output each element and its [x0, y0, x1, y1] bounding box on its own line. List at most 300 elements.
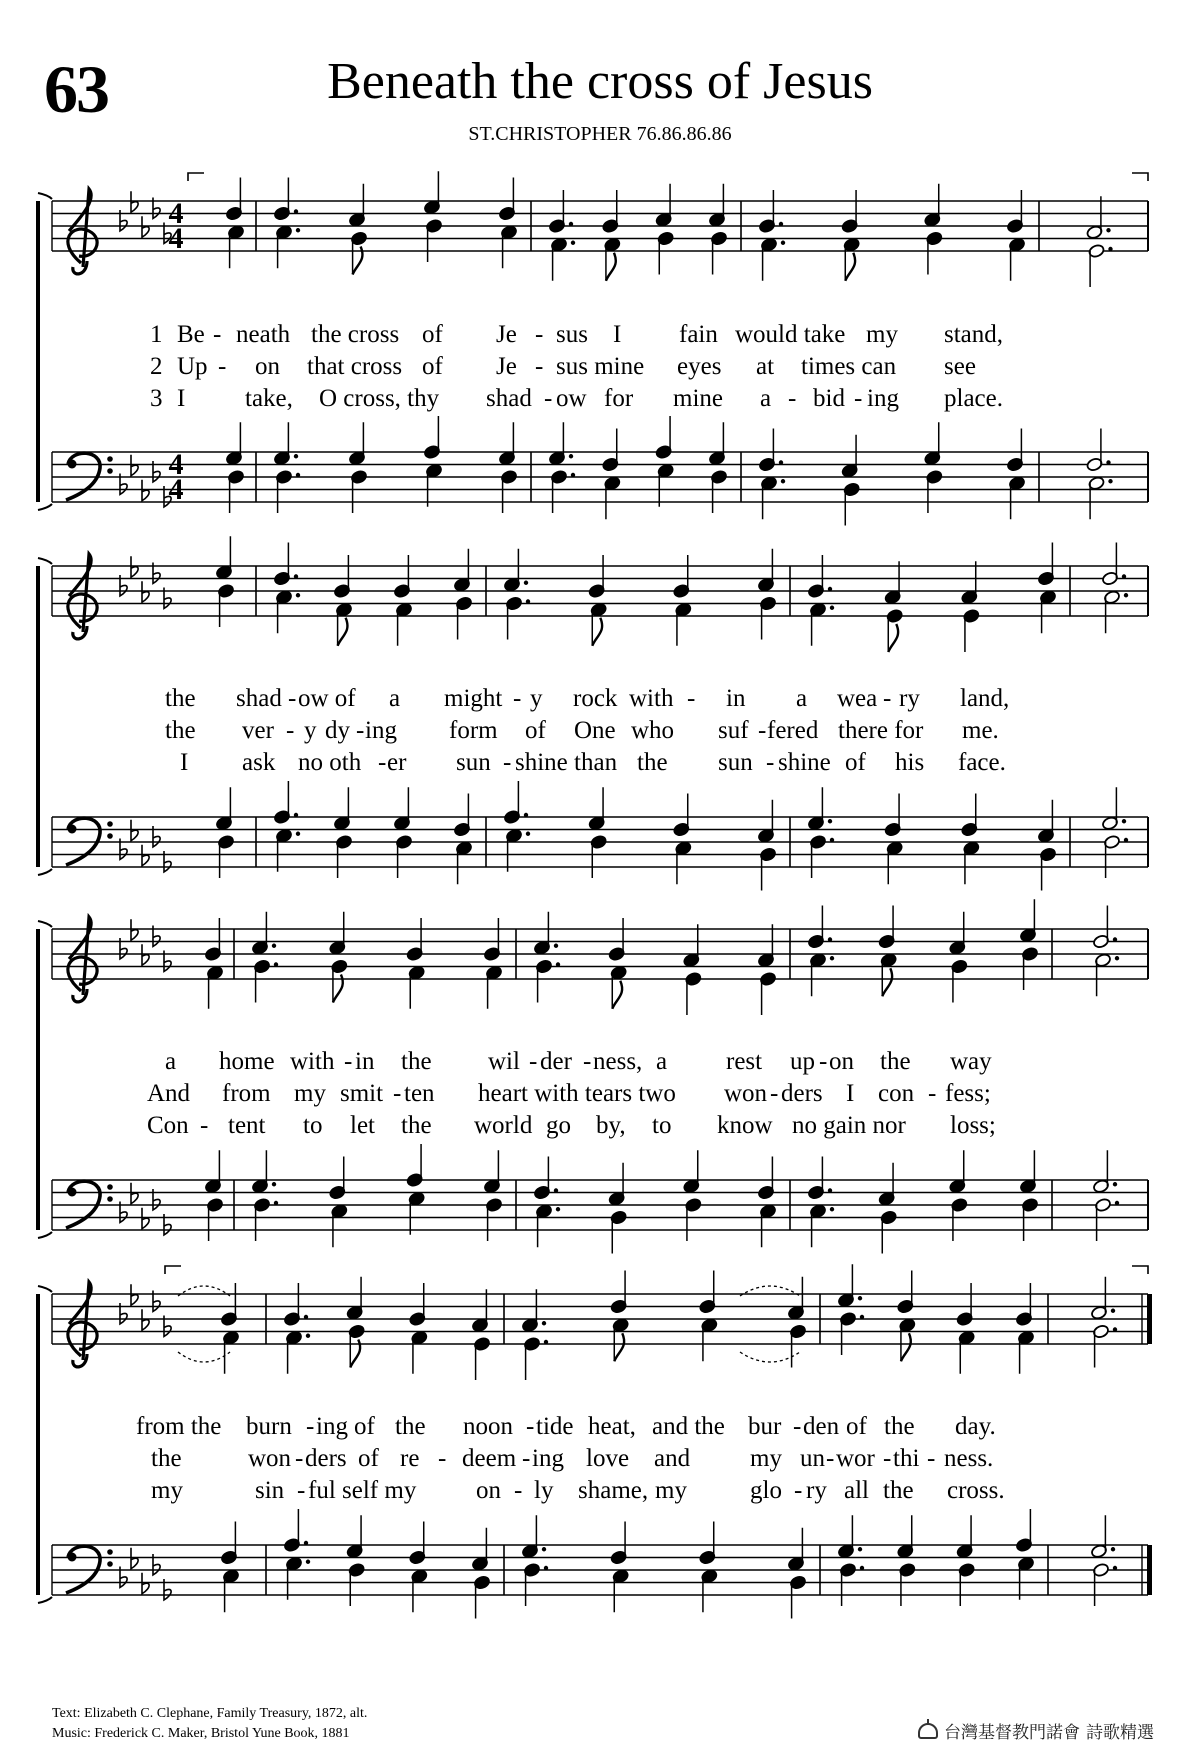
lyric-syllable: might: [444, 685, 503, 712]
lyric-syllable: fain: [679, 321, 718, 348]
lyric-syllable: with: [629, 685, 674, 712]
lyric-syllable: the: [637, 749, 668, 776]
lyric-syllable: ask: [242, 749, 276, 776]
augmentation-dot: [304, 1541, 308, 1545]
treble-clef-icon: [68, 554, 97, 639]
lyric-syllable: I: [846, 1080, 855, 1107]
lyric-syllable: the: [884, 1413, 915, 1440]
lyric-syllable: wor: [836, 1445, 875, 1472]
lyric-syllable: ness,: [593, 1048, 643, 1075]
lyric-syllable: One: [574, 717, 616, 744]
phrase-bracket: [1132, 173, 1148, 181]
lyric-syllable: -: [295, 1445, 304, 1472]
lyric-syllable: a: [760, 385, 772, 412]
augmentation-dot: [828, 937, 832, 941]
lyric-syllable: eyes: [677, 353, 722, 380]
lyric-syllable: won: [724, 1080, 768, 1107]
lyric-syllable: -: [883, 1445, 892, 1472]
lyric-syllable: on: [476, 1477, 501, 1504]
treble-clef-icon: [68, 189, 97, 274]
lyric-syllable: I: [177, 385, 186, 412]
treble-clef-icon: [68, 917, 97, 1002]
augmentation-dot: [1113, 937, 1117, 941]
lyric-syllable: -: [883, 685, 892, 712]
lyric-syllable: Con: [147, 1112, 189, 1139]
lyric-syllable: -: [356, 717, 365, 744]
lyric-syllable: wil: [488, 1048, 520, 1075]
lyric-syllable: -: [438, 1445, 447, 1472]
time-signature-bottom: 4: [168, 473, 184, 506]
augmentation-dot: [556, 962, 560, 966]
bass-clef-dot: [107, 468, 113, 474]
augmentation-dot: [860, 1566, 864, 1570]
final-barline-thick: [1147, 1545, 1152, 1595]
lyric-syllable: home: [219, 1048, 275, 1075]
lyric-syllable: the: [883, 1477, 914, 1504]
lyric-syllable: no oth: [298, 749, 362, 776]
augmentation-dot: [1124, 593, 1128, 597]
lyric-syllable: I: [180, 749, 189, 776]
flat-icon: [131, 820, 138, 841]
augmentation-dot: [524, 581, 528, 585]
lyric-syllable: -: [344, 1048, 353, 1075]
augmentation-dot: [306, 1560, 310, 1564]
augmentation-dot: [571, 473, 575, 477]
lyric-syllable: a: [165, 1048, 177, 1075]
lyric-syllable: -: [513, 685, 522, 712]
bass-clef-dot: [107, 1549, 113, 1555]
lyric-syllable: up: [790, 1048, 815, 1075]
augmentation-dot: [1122, 574, 1126, 578]
brace-cap: [38, 1232, 52, 1238]
lyric-syllable: bid: [813, 385, 845, 412]
flat-icon: [131, 1548, 138, 1569]
lyric-syllable: -: [535, 321, 544, 348]
lyric-syllable: -: [297, 1477, 306, 1504]
publisher-name: 台灣基督教門諾會: [944, 1723, 1080, 1743]
augmentation-dot: [296, 593, 300, 597]
augmentation-dot: [828, 819, 832, 823]
lyric-syllable: Je: [496, 321, 517, 348]
publisher-mark: [918, 1718, 1154, 1743]
augmentation-dot: [542, 1321, 546, 1325]
lyric-syllable: O cross, thy: [319, 385, 440, 412]
lyric-syllable: ing: [365, 717, 397, 744]
note-flag: [882, 968, 892, 996]
lyric-syllable: -: [200, 1112, 209, 1139]
lyric-syllable: -: [378, 749, 387, 776]
lyric-syllable: face.: [958, 749, 1006, 776]
lyric-syllable: the: [165, 717, 196, 744]
lyric-syllable: of: [358, 1445, 379, 1472]
time-signature-top: 4: [168, 448, 184, 481]
note-flag: [606, 253, 616, 281]
lyric-syllable: -: [218, 353, 227, 380]
flat-icon: [142, 1309, 149, 1330]
collection-name: 詩歌精選: [1086, 1723, 1154, 1743]
brace-cap: [38, 869, 52, 875]
lyric-syllable: smit: [340, 1080, 384, 1107]
flat-icon: [131, 1284, 138, 1305]
brace-cap: [38, 193, 52, 199]
lyric-syllable: won: [248, 1445, 292, 1472]
lyric-syllable: that cross: [307, 353, 403, 380]
lyric-syllable: -: [766, 749, 775, 776]
lyric-syllable: shad: [486, 385, 532, 412]
lyric-syllable: my: [294, 1080, 326, 1107]
lyric-syllable: a: [389, 685, 401, 712]
lyric-syllable: ly: [534, 1477, 554, 1504]
flat-icon: [142, 581, 149, 602]
lyric-syllable: -: [826, 1445, 835, 1472]
lyric-syllable: -: [213, 321, 222, 348]
augmentation-dot: [1106, 460, 1110, 464]
lyric-syllable: -: [529, 1048, 538, 1075]
lyric-syllable: who: [631, 717, 675, 744]
augmentation-dot: [830, 838, 834, 842]
bass-clef-dot: [107, 456, 113, 462]
note-flag: [592, 618, 602, 646]
lyric-syllable: of: [422, 321, 443, 348]
lyric-syllable: ful self my: [308, 1477, 417, 1504]
lyric-syllable: Be: [177, 321, 205, 348]
lyric-syllable: times can: [801, 353, 897, 380]
lyric-syllable: on: [829, 1048, 854, 1075]
flat-icon: [142, 944, 149, 965]
lyric-syllable: rest: [726, 1048, 763, 1075]
brace-cap: [38, 558, 52, 564]
lyric-syllable: with: [290, 1048, 335, 1075]
augmentation-dot: [304, 1315, 308, 1319]
bass-clef-dot: [68, 460, 77, 469]
lyric-syllable: -: [927, 1445, 936, 1472]
lyric-syllable: of: [846, 1413, 867, 1440]
lyric-syllable: burn: [246, 1413, 292, 1440]
lyric-syllable: to: [652, 1112, 672, 1139]
augmentation-dot: [524, 813, 528, 817]
lyric-syllable: from the: [136, 1413, 222, 1440]
lyric-syllable: -: [522, 1445, 531, 1472]
augmentation-dot: [779, 222, 783, 226]
bass-clef-dot: [107, 821, 113, 827]
lyric-syllable: -: [793, 1413, 802, 1440]
flat-icon: [131, 191, 138, 212]
augmentation-dot: [1108, 247, 1112, 251]
augmentation-dot: [526, 599, 530, 603]
augmentation-dot: [294, 813, 298, 817]
lyric-syllable: den: [803, 1413, 840, 1440]
lyric-syllable: ry: [899, 685, 920, 712]
lyric-syllable: fess;: [945, 1080, 991, 1107]
lyric-syllable: by,: [596, 1112, 626, 1139]
lyric-syllable: day.: [955, 1413, 996, 1440]
lyric-syllable: -: [794, 1477, 803, 1504]
lyric-syllable: -: [583, 1048, 592, 1075]
lyric-syllable: ry: [806, 1477, 827, 1504]
slur-tie: [178, 1352, 230, 1362]
lyric-syllable: and the: [652, 1413, 725, 1440]
note-flag: [845, 253, 855, 281]
bass-clef-dot: [68, 1188, 77, 1197]
flat-icon: [131, 455, 138, 476]
augmentation-dot: [274, 962, 278, 966]
lyric-syllable: er: [387, 749, 407, 776]
lyric-syllable: for: [604, 385, 634, 412]
tune-name: ST.CHRISTOPHER 76.86.86.86: [468, 123, 732, 145]
augmentation-dot: [554, 1188, 558, 1192]
bass-clef-dot: [107, 1196, 113, 1202]
lyric-syllable: a: [656, 1048, 668, 1075]
lyric-syllable: sus: [556, 321, 588, 348]
augmentation-dot: [1106, 228, 1110, 232]
lyric-syllable: my: [655, 1477, 687, 1504]
lyric-syllable: thi: [893, 1445, 920, 1472]
augmentation-dot: [1113, 1566, 1117, 1570]
lyric-syllable: tent: [228, 1112, 266, 1139]
augmentation-dot: [294, 209, 298, 213]
augmentation-dot: [571, 241, 575, 245]
lyric-syllable: -: [526, 1413, 535, 1440]
lyric-syllable: Up: [177, 353, 208, 380]
augmentation-dot: [544, 1340, 548, 1344]
lyric-syllable: shine: [778, 749, 831, 776]
lyric-syllable: in: [355, 1048, 375, 1075]
augmentation-dot: [781, 241, 785, 245]
lyric-syllable: my: [866, 321, 898, 348]
lyric-syllable: deem: [462, 1445, 517, 1472]
lyric-syllable: der: [540, 1048, 572, 1075]
flat-icon: [131, 556, 138, 577]
lyric-syllable: the: [401, 1048, 432, 1075]
augmentation-dot: [569, 454, 573, 458]
augmentation-dot: [828, 587, 832, 591]
augmentation-dot: [526, 832, 530, 836]
lyric-syllable: sun: [456, 749, 491, 776]
lyric-syllable: of: [422, 353, 443, 380]
lyric-syllable: ing: [316, 1413, 348, 1440]
lyric-syllable: -: [770, 1080, 779, 1107]
augmentation-dot: [830, 606, 834, 610]
lyric-syllable: y: [530, 685, 543, 712]
augmentation-dot: [1122, 819, 1126, 823]
lyric-syllable: my: [750, 1445, 782, 1472]
augmentation-dot: [1111, 1547, 1115, 1551]
lyric-syllable: and: [654, 1445, 691, 1472]
lyric-syllable: the: [151, 1445, 182, 1472]
lyric-syllable: glo: [750, 1477, 782, 1504]
lyric-syllable: see: [944, 353, 976, 380]
lyric-syllable: the: [401, 1112, 432, 1139]
lyric-syllable: loss;: [950, 1112, 996, 1139]
note-flag: [338, 618, 348, 646]
lyric-syllable: -: [535, 353, 544, 380]
time-signature-bottom: 4: [168, 222, 184, 255]
augmentation-dot: [781, 479, 785, 483]
brace-cap: [38, 1286, 52, 1292]
lyric-syllable: no gain nor: [792, 1112, 906, 1139]
lyric-syllable: -: [286, 717, 295, 744]
lyric-syllable: shad: [236, 685, 282, 712]
lyric-syllable: ders: [305, 1445, 347, 1472]
text-credit: Text: Elizabeth C. Clephane, Family Treasury, 1872, alt.: [52, 1706, 368, 1721]
augmentation-dot: [569, 222, 573, 226]
lyric-syllable: -: [306, 1413, 315, 1440]
lyric-syllable: ing: [532, 1445, 564, 1472]
augmentation-dot: [858, 1296, 862, 1300]
lyric-syllable: the: [395, 1413, 426, 1440]
flat-icon: [131, 919, 138, 940]
bass-clef-dot: [107, 1184, 113, 1190]
augmentation-dot: [858, 1547, 862, 1551]
flat-icon: [142, 480, 149, 501]
augmentation-dot: [272, 1182, 276, 1186]
augmentation-dot: [860, 1315, 864, 1319]
lyric-syllable: world: [474, 1112, 533, 1139]
lyric-syllable: place.: [944, 385, 1003, 412]
lyric-syllable: me.: [962, 717, 999, 744]
lyric-syllable: ver: [242, 717, 274, 744]
treble-clef-icon: [68, 1282, 97, 1367]
lyric-syllable: of: [845, 749, 866, 776]
lyric-syllable: in: [726, 685, 746, 712]
lyric-syllable: ow: [556, 385, 587, 412]
flat-icon: [131, 1183, 138, 1204]
augmentation-dot: [294, 454, 298, 458]
lyric-syllable: tide: [536, 1413, 574, 1440]
lyric-syllable: -: [503, 749, 512, 776]
lyric-syllable: 3: [150, 385, 163, 412]
lyric-syllable: -: [288, 685, 297, 712]
lyric-syllable: his: [895, 749, 925, 776]
lyric-syllable: suf: [718, 717, 749, 744]
flat-icon: [142, 1573, 149, 1594]
lyric-syllable: would take: [735, 321, 846, 348]
lyric-syllable: -: [854, 385, 863, 412]
lyric-syllable: con: [878, 1080, 915, 1107]
bass-clef-dot: [107, 1561, 113, 1567]
lyric-syllable: -: [544, 385, 553, 412]
flat-icon: [142, 845, 149, 866]
lyric-syllable: wea: [837, 685, 878, 712]
lyric-syllable: Je: [496, 353, 517, 380]
lyric-syllable: ow of: [298, 685, 356, 712]
brace-cap: [38, 504, 52, 510]
lyric-syllable: stand,: [944, 321, 1004, 348]
lyric-syllable: a: [796, 685, 808, 712]
lyric-syllable: I: [613, 321, 622, 348]
lyric-syllable: from: [222, 1080, 271, 1107]
lyric-syllable: -: [758, 717, 767, 744]
lyric-syllable: there for: [838, 717, 924, 744]
phrase-bracket: [188, 173, 204, 181]
bass-clef-dot: [68, 825, 77, 834]
lyric-syllable: shame,: [578, 1477, 649, 1504]
lyric-syllable: -: [514, 1477, 523, 1504]
lyric-syllable: heat,: [588, 1413, 636, 1440]
note-flag: [888, 624, 898, 652]
augmentation-dot: [1124, 838, 1128, 842]
lyric-syllable: -: [819, 1048, 828, 1075]
lyric-syllable: on: [255, 353, 280, 380]
augmentation-dot: [274, 1201, 278, 1205]
mennonite-logo-icon: [918, 1723, 938, 1739]
augmentation-dot: [554, 944, 558, 948]
augmentation-dot: [296, 473, 300, 477]
lyric-syllable: dy: [325, 717, 350, 744]
lyric-syllable: ten: [404, 1080, 435, 1107]
lyric-syllable: of: [354, 1413, 375, 1440]
augmentation-dot: [828, 1188, 832, 1192]
augmentation-dot: [830, 956, 834, 960]
lyric-syllable: noon: [463, 1413, 513, 1440]
lyric-syllable: take,: [245, 385, 293, 412]
augmentation-dot: [1115, 1201, 1119, 1205]
lyric-syllable: ness.: [944, 1445, 994, 1472]
lyric-syllable: un: [800, 1445, 825, 1472]
augmentation-dot: [1108, 479, 1112, 483]
note-flag: [614, 1333, 624, 1361]
phrase-bracket: [165, 1266, 181, 1274]
lyric-syllable: -: [393, 1080, 402, 1107]
time-signature-top: 4: [168, 197, 184, 230]
augmentation-dot: [542, 1547, 546, 1551]
bass-clef-dot: [107, 833, 113, 839]
lyric-syllable: -: [788, 385, 797, 412]
lyric-syllable: of: [525, 717, 546, 744]
lyric-syllable: to: [303, 1112, 323, 1139]
lyric-syllable: y: [304, 717, 317, 744]
phrase-bracket: [1132, 1266, 1148, 1274]
lyric-syllable: 1: [150, 321, 163, 348]
final-barline-thick: [1147, 1294, 1152, 1344]
augmentation-dot: [272, 944, 276, 948]
lyric-syllable: fered: [767, 717, 819, 744]
lyric-syllable: sus mine: [556, 353, 645, 380]
lyric-syllable: the: [165, 685, 196, 712]
augmentation-dot: [830, 1207, 834, 1211]
augmentation-dot: [544, 1566, 548, 1570]
lyric-syllable: let: [350, 1112, 375, 1139]
note-flag: [612, 981, 622, 1009]
lyric-syllable: sun: [718, 749, 753, 776]
lyric-syllable: And: [147, 1080, 191, 1107]
lyric-syllable: the cross: [311, 321, 400, 348]
augmentation-dot: [1111, 1309, 1115, 1313]
lyric-syllable: mine: [673, 385, 723, 412]
lyric-syllable: 2: [150, 353, 163, 380]
lyric-syllable: rock: [573, 685, 618, 712]
augmentation-dot: [556, 1207, 560, 1211]
lyric-syllable: my: [151, 1477, 183, 1504]
augmentation-dot: [294, 574, 298, 578]
lyric-syllable: know: [717, 1112, 773, 1139]
lyric-syllable: way: [950, 1048, 992, 1075]
lyric-syllable: land,: [960, 685, 1010, 712]
lyric-syllable: at: [756, 353, 775, 380]
lyric-syllable: ing: [867, 385, 899, 412]
lyric-syllable: the: [880, 1048, 911, 1075]
augmentation-dot: [1115, 956, 1119, 960]
lyric-syllable: re: [400, 1445, 420, 1472]
augmentation-dot: [779, 460, 783, 464]
music-credit: Music: Frederick C. Maker, Bristol Yune Book, 1881: [52, 1726, 350, 1741]
flat-icon: [142, 216, 149, 237]
lyric-syllable: love: [586, 1445, 630, 1472]
lyric-syllable: cross.: [947, 1477, 1005, 1504]
lyric-syllable: -: [687, 685, 696, 712]
lyric-syllable: heart with tears two: [478, 1080, 676, 1107]
hymn-number: 63: [44, 51, 108, 127]
